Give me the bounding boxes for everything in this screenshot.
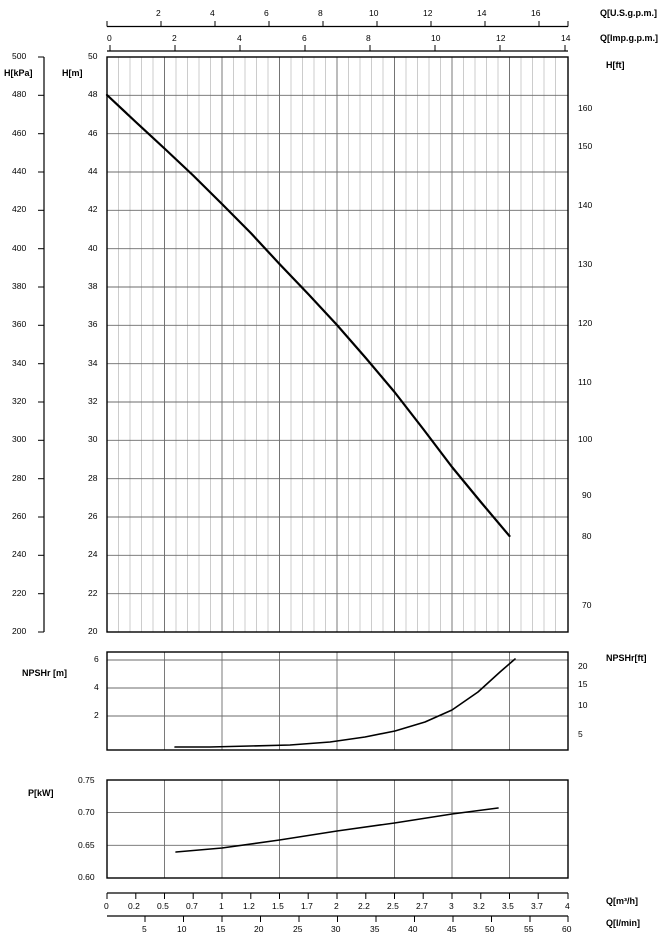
- tick-top-usgpm: 8: [318, 8, 323, 18]
- tick-right-ft: 90: [582, 490, 592, 500]
- tick-left-m: 42: [88, 204, 98, 214]
- tick-top-usgpm: 16: [531, 8, 541, 18]
- tick-npshr-ft: 10: [578, 700, 588, 710]
- tick-left-kpa: 280: [12, 473, 27, 483]
- axis-label-npshr-ft: NPSHr[ft]: [606, 653, 647, 663]
- tick-bottom-m3h: 2.5: [387, 901, 399, 911]
- tick-top-impgpm: 14: [561, 33, 571, 43]
- tick-bottom-lmin: 10: [177, 924, 187, 934]
- tick-left-m: 34: [88, 358, 98, 368]
- tick-power-kw: 0.70: [78, 807, 95, 817]
- tick-left-m: 22: [88, 588, 98, 598]
- tick-top-impgpm: 12: [496, 33, 506, 43]
- tick-left-kpa: 460: [12, 128, 27, 138]
- tick-top-usgpm: 2: [156, 8, 161, 18]
- tick-left-m: 44: [88, 166, 98, 176]
- tick-bottom-m3h: 2.7: [416, 901, 428, 911]
- tick-npshr-ft: 15: [578, 679, 588, 689]
- tick-power-kw: 0.75: [78, 775, 95, 785]
- tick-top-usgpm: 14: [477, 8, 487, 18]
- bottom-ruler-lmin: [107, 916, 568, 922]
- bottom-ruler-m3h: [107, 893, 568, 899]
- tick-bottom-m3h: 1.7: [301, 901, 313, 911]
- tick-bottom-m3h: 1.2: [243, 901, 255, 911]
- tick-bottom-m3h: 3.5: [502, 901, 514, 911]
- tick-top-usgpm: 12: [423, 8, 433, 18]
- tick-left-m: 20: [88, 626, 98, 636]
- tick-right-ft: 100: [578, 434, 593, 444]
- tick-left-m: 24: [88, 549, 98, 559]
- tick-left-m: 30: [88, 434, 98, 444]
- tick-left-m: 32: [88, 396, 98, 406]
- tick-npshr-ft: 5: [578, 729, 583, 739]
- tick-left-m: 28: [88, 473, 98, 483]
- left-ruler-kpa: [38, 57, 44, 632]
- tick-left-m: 38: [88, 281, 98, 291]
- tick-right-ft: 110: [578, 377, 592, 387]
- top-ruler-impgpm: [107, 45, 568, 51]
- tick-top-impgpm: 6: [302, 33, 307, 43]
- tick-bottom-m3h: 0.7: [186, 901, 198, 911]
- tick-left-m: 48: [88, 89, 98, 99]
- top-ruler-usgpm: [107, 21, 568, 27]
- tick-left-m: 26: [88, 511, 98, 521]
- tick-bottom-lmin: 5: [142, 924, 147, 934]
- tick-top-impgpm: 0: [107, 33, 112, 43]
- tick-bottom-m3h: 0.2: [128, 901, 140, 911]
- tick-left-kpa: 380: [12, 281, 27, 291]
- tick-bottom-m3h: 2: [334, 901, 339, 911]
- tick-top-usgpm: 4: [210, 8, 215, 18]
- axis-label-top-usgpm: Q[U.S.g.p.m.]: [600, 8, 657, 18]
- tick-bottom-m3h: 3.2: [473, 901, 485, 911]
- tick-npshr-ft: 20: [578, 661, 588, 671]
- tick-left-kpa: 500: [12, 51, 27, 61]
- axis-label-left-m: H[m]: [62, 68, 83, 78]
- tick-bottom-m3h: 4: [565, 901, 570, 911]
- tick-right-ft: 160: [578, 103, 593, 113]
- tick-right-ft: 120: [578, 318, 593, 328]
- axis-label-bottom-lmin: Q[l/min]: [606, 918, 640, 928]
- tick-bottom-lmin: 25: [293, 924, 303, 934]
- tick-top-impgpm: 8: [366, 33, 371, 43]
- tick-left-kpa: 300: [12, 434, 27, 444]
- tick-bottom-lmin: 35: [370, 924, 380, 934]
- tick-bottom-lmin: 30: [331, 924, 341, 934]
- tick-right-ft: 70: [582, 600, 592, 610]
- tick-bottom-lmin: 55: [524, 924, 534, 934]
- tick-power-kw: 0.65: [78, 840, 95, 850]
- axis-label-right-ft: H[ft]: [606, 60, 625, 70]
- tick-npshr-m: 2: [94, 710, 99, 720]
- tick-bottom-m3h: 0: [104, 901, 109, 911]
- tick-left-kpa: 400: [12, 243, 27, 253]
- axis-label-bottom-m3h: Q[m³/h]: [606, 896, 638, 906]
- tick-top-impgpm: 4: [237, 33, 242, 43]
- tick-right-ft: 140: [578, 200, 593, 210]
- tick-power-kw: 0.60: [78, 872, 95, 882]
- axis-label-top-impgpm: Q[Imp.g.p.m.]: [600, 33, 658, 43]
- tick-left-kpa: 340: [12, 358, 27, 368]
- tick-npshr-m: 6: [94, 654, 99, 664]
- tick-bottom-m3h: 1.5: [272, 901, 284, 911]
- axis-label-power-kw: P[kW]: [28, 788, 54, 798]
- tick-bottom-lmin: 20: [254, 924, 264, 934]
- axis-label-left-kpa: H[kPa]: [4, 68, 33, 78]
- tick-bottom-lmin: 60: [562, 924, 572, 934]
- tick-bottom-lmin: 50: [485, 924, 495, 934]
- tick-top-usgpm: 6: [264, 8, 269, 18]
- tick-left-m: 36: [88, 319, 98, 329]
- tick-left-kpa: 440: [12, 166, 27, 176]
- tick-left-kpa: 220: [12, 588, 27, 598]
- tick-left-kpa: 360: [12, 319, 27, 329]
- npshr-panel: [107, 652, 568, 750]
- tick-bottom-lmin: 15: [216, 924, 226, 934]
- tick-top-impgpm: 2: [172, 33, 177, 43]
- tick-right-ft: 130: [578, 259, 593, 269]
- tick-top-usgpm: 10: [369, 8, 379, 18]
- tick-bottom-m3h: 1: [219, 901, 224, 911]
- tick-bottom-m3h: 3: [449, 901, 454, 911]
- tick-bottom-m3h: 3.7: [531, 901, 543, 911]
- power-panel: [107, 780, 568, 878]
- tick-left-kpa: 200: [12, 626, 27, 636]
- tick-bottom-lmin: 40: [408, 924, 418, 934]
- tick-bottom-m3h: 0.5: [157, 901, 169, 911]
- tick-npshr-m: 4: [94, 682, 99, 692]
- tick-right-ft: 80: [582, 531, 592, 541]
- tick-left-kpa: 320: [12, 396, 27, 406]
- tick-left-m: 46: [88, 128, 98, 138]
- tick-left-m: 50: [88, 51, 98, 61]
- axis-label-npshr-m: NPSHr [m]: [22, 668, 68, 678]
- tick-left-m: 40: [88, 243, 98, 253]
- tick-left-kpa: 260: [12, 511, 27, 521]
- tick-top-impgpm: 10: [431, 33, 441, 43]
- head-panel: [107, 57, 568, 632]
- tick-left-kpa: 420: [12, 204, 27, 214]
- tick-bottom-lmin: 45: [447, 924, 457, 934]
- tick-left-kpa: 480: [12, 89, 27, 99]
- tick-right-ft: 150: [578, 141, 593, 151]
- tick-left-kpa: 240: [12, 549, 27, 559]
- tick-bottom-m3h: 2.2: [358, 901, 370, 911]
